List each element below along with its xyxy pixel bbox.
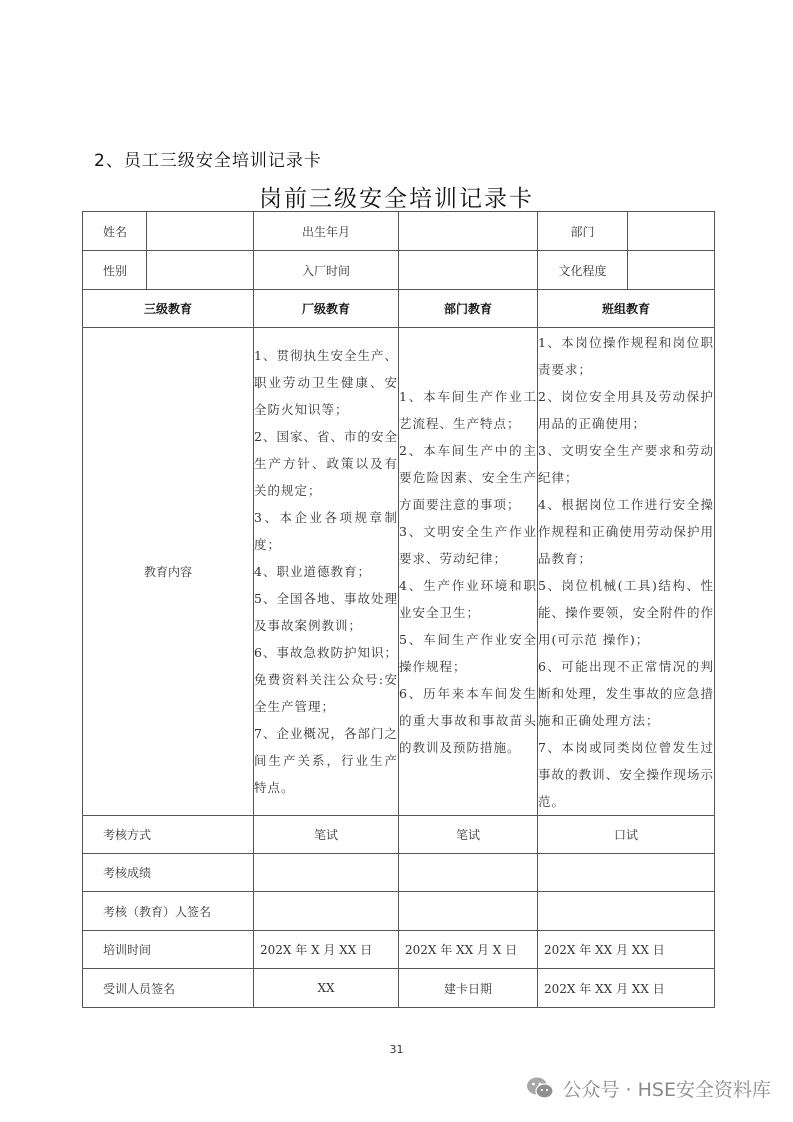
exam-method-label: 考核方式 <box>83 816 254 854</box>
exam-dept-value: 笔试 <box>399 816 538 854</box>
department-value-cell <box>628 212 715 251</box>
training-time-team: 202X 年 XX 月 XX 日 <box>538 931 715 969</box>
department-label: 部门 <box>538 212 628 251</box>
list-item: 3、文明安全生产要求和劳动纪律； <box>538 442 714 485</box>
entry-time-label: 入厂时间 <box>254 251 399 290</box>
list-item: 5、全国各地、事故处理及事故案例教训； <box>254 591 398 633</box>
examiner-label: 考核（教育）人签名 <box>83 892 254 931</box>
wechat-icon <box>525 1073 555 1103</box>
team-content-cell <box>538 328 715 816</box>
team-header: 班组教育 <box>538 290 715 328</box>
gender-label: 性别 <box>83 251 147 290</box>
table-row <box>83 816 715 854</box>
exam-score-dept-cell <box>399 854 538 892</box>
training-record-table <box>82 211 715 1008</box>
list-item: 2、国家、省、市的安全生产方针、政策以及有关的规定； <box>254 429 398 498</box>
factory-header: 厂级教育 <box>254 290 399 328</box>
card-title: 岗前三级安全培训记录卡 <box>259 186 534 212</box>
birth-value-cell <box>399 212 538 251</box>
training-time-factory: 202X 年 X 月 XX 日 <box>254 931 399 969</box>
training-time-label: 培训时间 <box>83 931 254 969</box>
table-row <box>83 931 715 969</box>
list-item: 3、本企业各项规章制度； <box>254 510 398 552</box>
gender-value-cell <box>147 251 254 290</box>
list-item: 4、职业道德教育； <box>254 564 371 579</box>
table-row <box>83 212 715 251</box>
factory-content-cell <box>254 328 399 816</box>
dept-content-cell <box>399 328 538 816</box>
name-label: 姓名 <box>83 212 147 251</box>
list-item: 4、根据岗位工作进行安全操作规程和正确使用劳动保护用品教育； <box>538 496 714 566</box>
table-row <box>83 290 715 328</box>
training-time-dept: 202X 年 XX 月 X 日 <box>399 931 538 969</box>
list-item: 1、贯彻执生安全生产、职业劳动卫生健康、安全防火知识等； <box>254 348 398 417</box>
list-item: 1、本车间生产作业工艺流程、生产特点； <box>399 388 537 431</box>
trainee-sign-value: XX <box>254 969 399 1008</box>
list-item: 7、企业概况，各部门之间生产关系，行业生产特点。 <box>254 726 398 795</box>
list-item: 2、岗位安全用具及劳动保护用品的正确使用； <box>538 388 714 431</box>
examiner-dept-cell <box>399 892 538 931</box>
list-item: 6、事故急救防护知识；免费资料关注公众号:安全生产管理； <box>254 645 398 714</box>
table-row <box>83 251 715 290</box>
education-level-value-cell <box>628 251 715 290</box>
table-row <box>83 892 715 931</box>
exam-score-team-cell <box>538 854 715 892</box>
section-heading: 2、员工三级安全培训记录卡 <box>94 151 322 171</box>
watermark-text: 公众号 · HSE安全资料库 <box>562 1078 771 1101</box>
dept-header: 部门教育 <box>399 290 538 328</box>
list-item: 5、车间生产作业安全操作规程； <box>399 631 537 674</box>
examiner-factory-cell <box>254 892 399 931</box>
birth-label: 出生年月 <box>254 212 399 251</box>
exam-factory-value: 笔试 <box>254 816 399 854</box>
table-row <box>83 328 715 816</box>
list-item: 2、本车间生产中的主要危险因素、安全生产方面要注意的事项； <box>399 442 537 512</box>
page-number: 31 <box>389 1043 404 1056</box>
content-label: 教育内容 <box>83 328 254 816</box>
entry-time-value-cell <box>399 251 538 290</box>
table-row <box>83 854 715 892</box>
list-item: 3、文明安全生产作业要求、劳动纪律； <box>399 523 537 566</box>
trainee-sign-label: 受训人员签名 <box>83 969 254 1008</box>
examiner-team-cell <box>538 892 715 931</box>
watermark <box>525 1073 771 1103</box>
list-item: 5、岗位机械(工具)结构、性能、操作要领，安全附件的作用(可示范 操作)； <box>538 577 714 647</box>
card-date-label: 建卡日期 <box>399 969 538 1008</box>
list-item: 1、本岗位操作规程和岗位职责要求； <box>538 334 714 377</box>
list-item: 6、可能出现不正常情况的判断和处理，发生事故的应急措施和正确处理方法； <box>538 658 714 728</box>
card-date-value: 202X 年 XX 月 XX 日 <box>538 969 715 1008</box>
name-value-cell <box>147 212 254 251</box>
list-item: 6、历年来本车间发生的重大事故和事故苗头的教训及预防措施。 <box>399 685 537 755</box>
exam-score-label: 考核成绩 <box>83 854 254 892</box>
education-level-label: 文化程度 <box>538 251 628 290</box>
exam-score-factory-cell <box>254 854 399 892</box>
exam-team-value: 口试 <box>538 816 715 854</box>
level-header: 三级教育 <box>83 290 254 328</box>
table-row <box>83 969 715 1008</box>
list-item: 4、生产作业环境和职业安全卫生； <box>399 577 537 620</box>
list-item: 7、本岗或同类岗位曾发生过事故的教训、安全操作现场示范。 <box>538 739 714 809</box>
